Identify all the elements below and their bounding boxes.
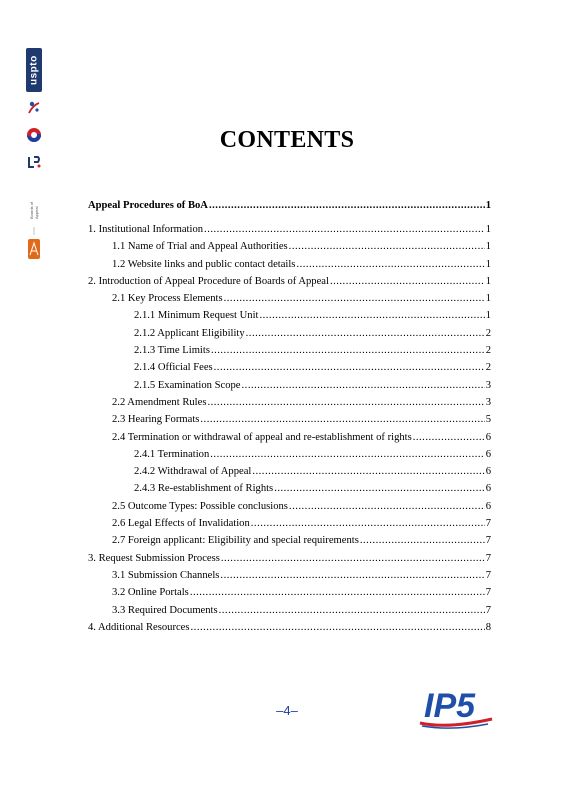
toc-entry-label: 2.4.3 Re-establishment of Rights <box>134 483 274 495</box>
toc-entry[interactable] <box>88 276 491 293</box>
toc-entry[interactable] <box>88 259 491 276</box>
toc-entry[interactable] <box>88 501 491 518</box>
toc-leader-dots <box>360 535 485 547</box>
toc-leader-dots <box>190 587 485 599</box>
toc-entry[interactable] <box>88 605 491 622</box>
toc-entry[interactable] <box>88 587 491 604</box>
toc-entry-page: 7 <box>485 587 491 599</box>
toc-entry-page: 6 <box>485 431 491 443</box>
toc-entry-page: 7 <box>485 604 491 616</box>
office-logos-column <box>26 48 46 266</box>
toc-entry-label: 3.3 Required Documents <box>112 604 218 616</box>
toc-entry[interactable] <box>88 570 491 587</box>
toc-leader-dots <box>211 345 485 357</box>
cnipa-logo-icon <box>26 227 42 261</box>
toc-entry-page: 6 <box>485 500 491 512</box>
toc-entry-label: 1. Institutional Information <box>88 224 204 235</box>
toc-entry-label: 2.1.2 Applicant Eligibility <box>134 327 245 339</box>
toc-leader-dots <box>242 380 485 392</box>
toc-entry-label: 4. Additional Resources <box>88 621 190 633</box>
toc-entry-page: 1 <box>485 258 491 270</box>
ip5-logo-text: IP5 <box>424 687 476 725</box>
toc-entry-label: 2.4.2 Withdrawal of Appeal <box>134 466 252 478</box>
toc-entry-page: 7 <box>485 552 491 564</box>
toc-leader-dots <box>259 310 484 322</box>
toc-entry-page: 7 <box>485 518 491 530</box>
toc-leader-dots <box>219 605 485 617</box>
toc-entry-label: 2.7 Foreign applicant: Eligibility and special requirements <box>112 535 359 547</box>
jpo-logo-icon <box>26 154 42 170</box>
toc-entry[interactable] <box>88 310 491 327</box>
toc-entry[interactable] <box>88 345 491 362</box>
toc-entry-page: 7 <box>485 569 491 581</box>
toc-leader-dots <box>330 276 485 288</box>
toc-entry-label: 2.5 Outcome Types: Possible conclusions <box>112 500 288 512</box>
toc-entry[interactable] <box>88 224 491 241</box>
toc-entry-page: 1 <box>485 275 491 287</box>
toc-entry-page: 1 <box>485 224 491 235</box>
toc-entry[interactable] <box>88 241 491 258</box>
toc-entry-page: 1 <box>485 241 491 253</box>
toc-leader-dots <box>289 241 485 253</box>
toc-leader-dots <box>207 397 484 409</box>
toc-leader-dots <box>191 622 485 634</box>
toc-entry-page: 3 <box>485 396 491 408</box>
toc-leader-dots <box>289 501 485 513</box>
uspto-logo: uspto <box>26 48 42 92</box>
toc-entry-label: 3.2 Online Portals <box>112 587 189 599</box>
toc-leader-dots <box>200 414 484 426</box>
toc-leader-dots <box>209 200 485 212</box>
toc-entry-label: 3. Request Submission Process <box>88 552 220 564</box>
toc-entry-label: 2.4.1 Termination <box>134 448 210 460</box>
toc-entry-label: 1.2 Website links and public contact details <box>112 258 296 270</box>
toc-entry[interactable] <box>88 397 491 414</box>
toc-entry[interactable] <box>88 449 491 466</box>
toc-entry-label: 3.1 Submission Channels <box>112 569 220 581</box>
toc-leader-dots <box>224 293 485 305</box>
toc-entry-page: 1 <box>485 293 491 305</box>
toc-entry[interactable] <box>88 362 491 379</box>
page-number: –4– <box>276 703 298 718</box>
page-title: CONTENTS <box>219 127 355 153</box>
toc-leader-dots <box>252 466 484 478</box>
toc-entry-label: 2.2 Amendment Rules <box>112 396 207 408</box>
toc-entry-page: 2 <box>485 362 491 374</box>
toc-leader-dots <box>296 259 484 271</box>
toc-entry-label: 2.1.5 Examination Scope <box>134 379 241 391</box>
toc-entry-page: 2 <box>485 327 491 339</box>
toc-entry-label: 2.4 Termination or withdrawal of appeal and re-establishment of rights <box>112 431 412 443</box>
toc-entry-label: 1.1 Name of Trial and Appeal Authorities <box>112 241 288 253</box>
toc-leader-dots <box>204 224 485 236</box>
toc-entry-label: 2.1.4 Official Fees <box>134 362 213 374</box>
toc-entry[interactable] <box>88 483 491 500</box>
boa-logo: Boards of Appeal <box>29 201 39 219</box>
toc-entry-page: 8 <box>485 621 491 633</box>
toc-entry[interactable] <box>88 414 491 431</box>
toc-entry-page: 2 <box>485 345 491 357</box>
ip5-logo-icon <box>418 683 494 729</box>
toc-entry-page: 6 <box>485 466 491 478</box>
toc-entry-label: 2.1.1 Minimum Request Unit <box>134 310 259 322</box>
toc-entry-page: 7 <box>485 535 491 547</box>
toc-entry-label: 2. Introduction of Appeal Procedure of Boards of Appeal <box>88 275 329 287</box>
toc-leader-dots <box>220 570 484 582</box>
toc-leader-dots <box>214 362 485 374</box>
toc-entry-page: 1 <box>485 200 491 211</box>
toc-entry[interactable] <box>88 518 491 535</box>
toc-entry[interactable] <box>88 432 491 449</box>
toc-entry-page: 1 <box>485 310 491 322</box>
toc-entry-page: 3 <box>485 379 491 391</box>
toc-leader-dots <box>221 553 485 565</box>
toc-leader-dots <box>251 518 485 530</box>
toc-leader-dots <box>274 483 485 495</box>
toc-entry[interactable] <box>88 380 491 397</box>
toc-entry-label: 2.1.3 Time Limits <box>134 345 210 357</box>
toc-entry-label: 2.1 Key Process Elements <box>112 293 223 305</box>
toc-entry-page: 6 <box>485 448 491 460</box>
toc-entry-label: 2.3 Hearing Formats <box>112 414 200 426</box>
toc-entry[interactable] <box>88 466 491 483</box>
toc-leader-dots <box>246 328 485 340</box>
toc-entry-page: 6 <box>485 483 491 495</box>
toc-entry[interactable] <box>88 535 491 552</box>
toc-leader-dots <box>413 432 485 444</box>
toc-entry[interactable] <box>88 553 491 570</box>
epo-logo-icon <box>26 100 42 114</box>
toc-entry[interactable] <box>88 328 491 345</box>
toc-entry-page: 5 <box>485 414 491 426</box>
toc-entry[interactable] <box>88 200 491 220</box>
table-of-contents <box>88 200 491 639</box>
toc-entry-label: Appeal Procedures of BoA <box>88 200 208 211</box>
toc-entry[interactable] <box>88 622 491 639</box>
toc-entry[interactable] <box>88 293 491 310</box>
toc-entry-label: 2.6 Legal Effects of Invalidation <box>112 518 250 530</box>
toc-leader-dots <box>210 449 484 461</box>
